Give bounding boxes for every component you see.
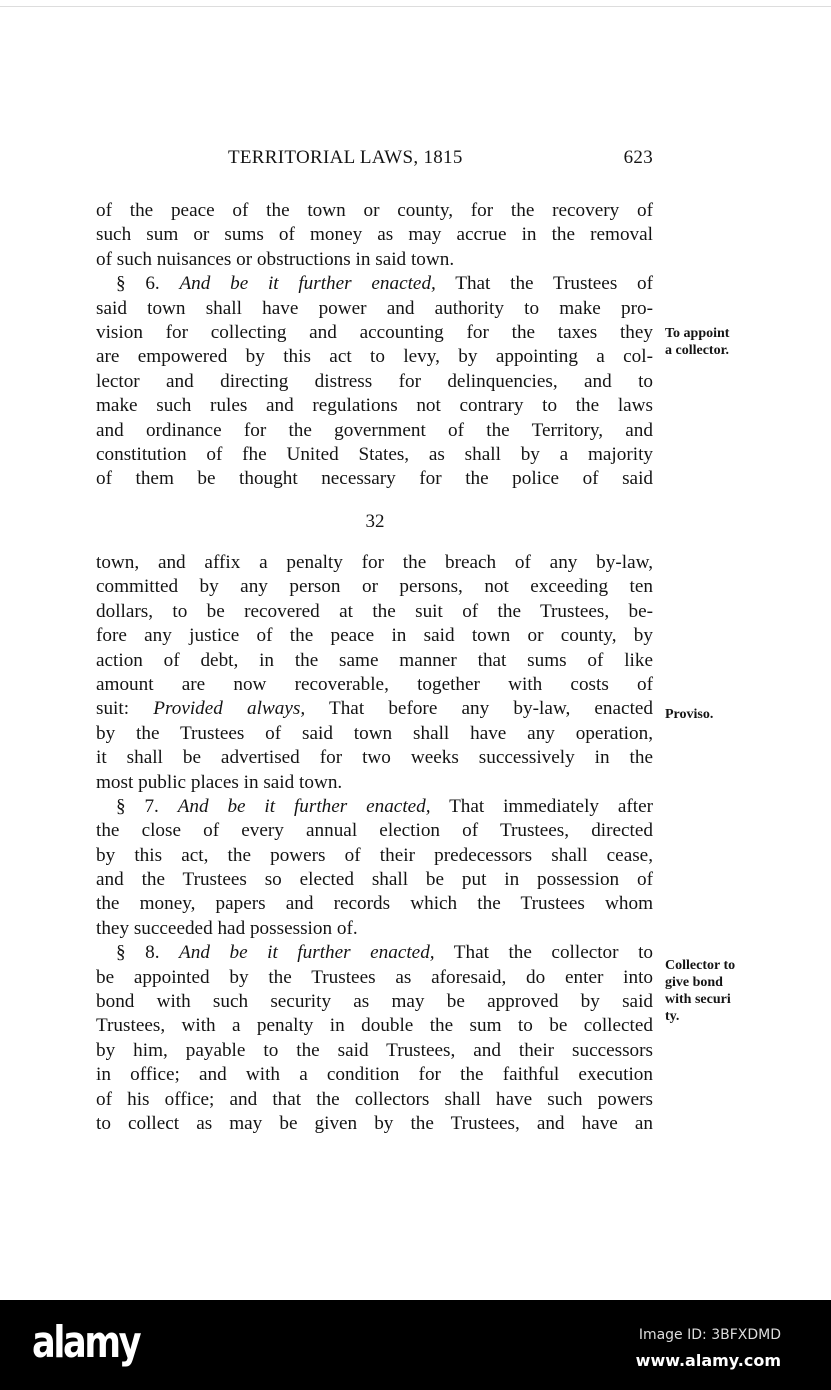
line-text: That immediately after	[430, 795, 653, 817]
page-number: 623	[623, 147, 653, 168]
text-line	[96, 297, 653, 321]
text-line	[96, 941, 653, 965]
line-text: dollars, to be recovered at the suit of the Trustees, be-	[96, 600, 653, 622]
line-text: by him, payable to the said Trustees, and their successors	[96, 1039, 653, 1061]
line-text: it shall be advertised for two weeks successively in the	[96, 747, 653, 769]
section-mark: § 6.	[116, 273, 180, 295]
margin-note-appoint-collector	[665, 325, 729, 359]
line-text: of his office; and that the collectors shall have such powers	[96, 1088, 653, 1110]
line-text: the close of every annual election of Trustees, directed	[96, 820, 653, 842]
text-line	[96, 771, 653, 795]
text-line	[96, 746, 653, 770]
line-text: town, and affix a penalty for the breach of any by-law,	[96, 552, 653, 573]
line-text: said town shall have power and authority to make pro-	[96, 297, 653, 319]
line-text: of such nuisances or obstructions in said town.	[96, 248, 455, 270]
line-text: be appointed by the Trustees as aforesaid, do enter into	[96, 966, 653, 988]
text-line	[96, 345, 653, 369]
line-text: That the collector to	[434, 942, 653, 964]
line-text: by the Trustees of said town shall have any operation,	[96, 722, 653, 744]
margin-note-line: Collector to	[665, 958, 736, 973]
italic-phrase: Provided always,	[153, 698, 306, 720]
text-line	[96, 844, 653, 868]
section-mark: § 7.	[116, 795, 178, 817]
text-line	[96, 443, 653, 467]
text-line	[96, 1112, 653, 1136]
text-line	[96, 272, 653, 296]
italic-phrase: And be it further enacted,	[177, 795, 431, 817]
text-line	[96, 868, 653, 892]
line-text: lector and directing distress for delinquencies, and to	[96, 370, 653, 392]
text-line	[96, 248, 653, 272]
text-line	[96, 624, 653, 648]
text-line	[96, 1039, 653, 1063]
text-line	[96, 990, 653, 1014]
margin-note-line: give bond	[665, 975, 723, 990]
text-line	[96, 223, 653, 247]
line-text: bond with such security as may be approved by said	[96, 991, 653, 1013]
text-line	[96, 722, 653, 746]
text-line	[96, 1088, 653, 1112]
margin-note-line: ty.	[665, 1009, 680, 1024]
line-text: constitution of fhe United States, as shall by a majority	[96, 443, 653, 465]
text-line	[96, 467, 653, 491]
text-line	[96, 600, 653, 624]
line-text: make such rules and regulations not contrary to the laws	[96, 395, 653, 417]
line-text: That the Trustees of	[435, 273, 653, 295]
image-id: Image ID: 3BFXDMD	[638, 1327, 781, 1343]
line-text: That before any by-law, enacted	[305, 698, 654, 720]
line-text: vision for collecting and accounting for the taxes they	[96, 321, 653, 343]
line-text: committed by any person or persons, not exceeding ten	[96, 576, 653, 598]
text-line	[96, 649, 653, 673]
margin-note-proviso	[665, 706, 713, 723]
text-line	[96, 819, 653, 843]
line-text: in office; and with a condition for the faithful execution	[96, 1064, 653, 1086]
text-line	[96, 966, 653, 990]
line-text: Trustees, with a penalty in double the sum to be collected	[96, 1015, 653, 1037]
margin-note-line: To appoint	[665, 326, 730, 341]
watermark-bar	[0, 1300, 831, 1390]
line-text: most public places in said town.	[96, 771, 343, 793]
line-text: fore any justice of the peace in said town or county, by	[96, 625, 653, 647]
text-line	[96, 1014, 653, 1038]
line-text: are empowered by this act to levy, by appointing a col-	[96, 346, 653, 368]
watermark-url: www.alamy.com	[635, 1351, 781, 1370]
text-line	[96, 892, 653, 916]
text-line	[96, 551, 653, 575]
section-mark: suit:	[96, 698, 154, 720]
folio-number: 32	[365, 511, 385, 532]
text-line	[96, 394, 653, 418]
running-title: TERRITORIAL LAWS, 1815	[228, 147, 463, 168]
margin-note-line: Proviso.	[665, 707, 714, 722]
line-text: the money, papers and records which the Trustees whom	[96, 893, 653, 915]
text-line	[96, 575, 653, 599]
text-line	[96, 419, 653, 443]
line-text: such sum or sums of money as may accrue in the removal	[96, 224, 653, 246]
text-line	[96, 673, 653, 697]
margin-note-bond	[665, 957, 735, 1025]
italic-phrase: And be it further enacted,	[179, 273, 436, 295]
line-text: by this act, the powers of their predecessors shall cease,	[96, 844, 653, 866]
scan-edge-line	[0, 6, 831, 7]
line-text: of the peace of the town or county, for the recovery of	[96, 200, 653, 221]
line-text: amount are now recoverable, together with costs of	[96, 673, 653, 695]
line-text: action of debt, in the same manner that sums of like	[96, 649, 653, 671]
section-mark: § 8.	[116, 942, 180, 964]
text-line	[96, 917, 653, 941]
text-line	[96, 199, 653, 223]
text-line	[96, 321, 653, 345]
line-text: of them be thought necessary for the police of said	[96, 468, 653, 490]
line-text: and the Trustees so elected shall be put in possession of	[96, 869, 653, 891]
text-line	[96, 370, 653, 394]
alamy-logo: alamy	[32, 1317, 140, 1368]
line-text: to collect as may be given by the Trustees, and have an	[96, 1112, 653, 1134]
line-text: they succeeded had possession of.	[96, 917, 358, 939]
text-line	[96, 795, 653, 819]
text-line	[96, 697, 653, 721]
italic-phrase: And be it further enacted,	[179, 942, 435, 964]
text-block-main	[96, 551, 653, 1136]
text-line	[96, 1063, 653, 1087]
text-block-top	[96, 199, 653, 492]
margin-note-line: with securi	[665, 992, 731, 1007]
line-text: and ordinance for the government of the Territory, and	[96, 419, 653, 441]
margin-note-line: a collector.	[665, 343, 730, 358]
